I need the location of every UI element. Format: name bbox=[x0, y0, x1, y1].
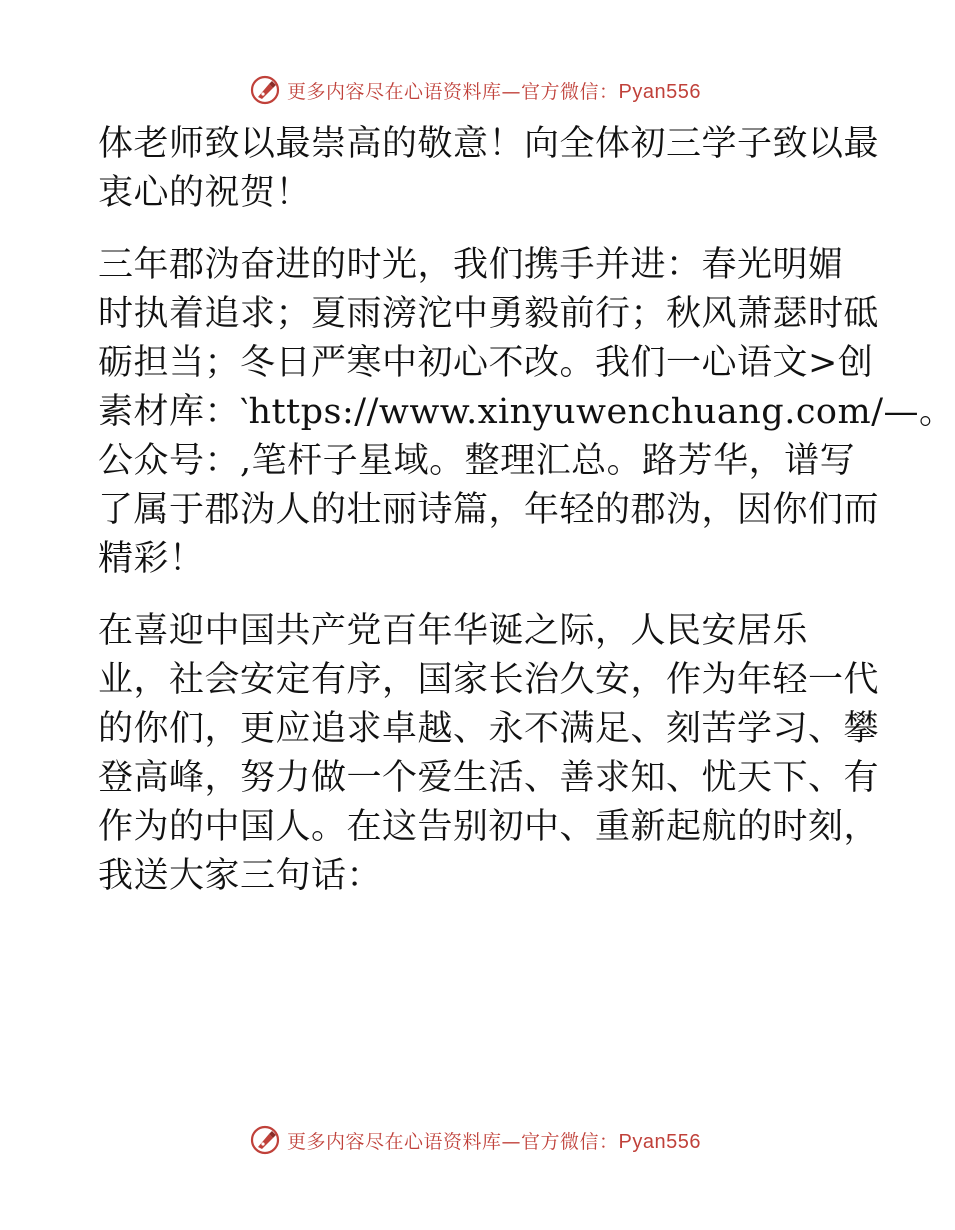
watermark-text-en: Pyan556 bbox=[618, 1130, 701, 1153]
watermark-text-cn: 更多内容尽在心语资料库—官方微信： bbox=[287, 80, 619, 103]
footer-watermark bbox=[0, 1120, 950, 1160]
document-body bbox=[98, 120, 955, 901]
watermark-text-en: Pyan556 bbox=[618, 80, 701, 103]
text-line: 体老师致以最崇高的敬意！向全体初三学子致以最 bbox=[98, 124, 880, 164]
text-line: 砺担当；冬日严寒中初心不改。我们一心语文>创 bbox=[98, 343, 874, 383]
text-line: 作为的中国人。在这告别初中、重新起航的时刻， bbox=[98, 807, 880, 847]
text-line: 精彩！ bbox=[98, 539, 205, 579]
text-line: 公众号：,笔杆子星域。整理汇总。路芳华，谱写 bbox=[98, 441, 856, 481]
text-line: 在喜迎中国共产党百年华诞之际，人民安居乐 bbox=[98, 611, 809, 651]
pen-nib-logo-icon bbox=[249, 1124, 281, 1156]
text-line: 时执着追求；夏雨滂沱中勇毅前行；秋风萧瑟时砥 bbox=[98, 294, 880, 334]
text-line: 了属于郡沩人的壮丽诗篇，年轻的郡沩，因你们而 bbox=[98, 490, 880, 530]
text-line: 业，社会安定有序，国家长治久安，作为年轻一代 bbox=[98, 660, 880, 700]
watermark-text-cn: 更多内容尽在心语资料库—官方微信： bbox=[287, 1130, 619, 1153]
header-watermark bbox=[0, 70, 950, 110]
text-line: 三年郡沩奋进的时光，我们携手并进：春光明媚 bbox=[98, 245, 844, 285]
paragraph-2 bbox=[98, 241, 955, 584]
paragraph-1 bbox=[98, 120, 880, 218]
text-line: 我送大家三句话： bbox=[98, 856, 383, 896]
watermark-text bbox=[287, 77, 701, 104]
text-line: 登高峰，努力做一个爱生活、善求知、忧天下、有 bbox=[98, 758, 880, 798]
text-line: 衷心的祝贺！ bbox=[98, 173, 312, 213]
text-line: 素材库：‵https://www.xinyuwenchuang.com/—。 bbox=[98, 392, 955, 432]
watermark-text bbox=[287, 1127, 701, 1154]
paragraph-3 bbox=[98, 607, 880, 901]
text-line: 的你们，更应追求卓越、永不满足、刻苦学习、攀 bbox=[98, 709, 880, 749]
pen-nib-logo-icon bbox=[249, 74, 281, 106]
